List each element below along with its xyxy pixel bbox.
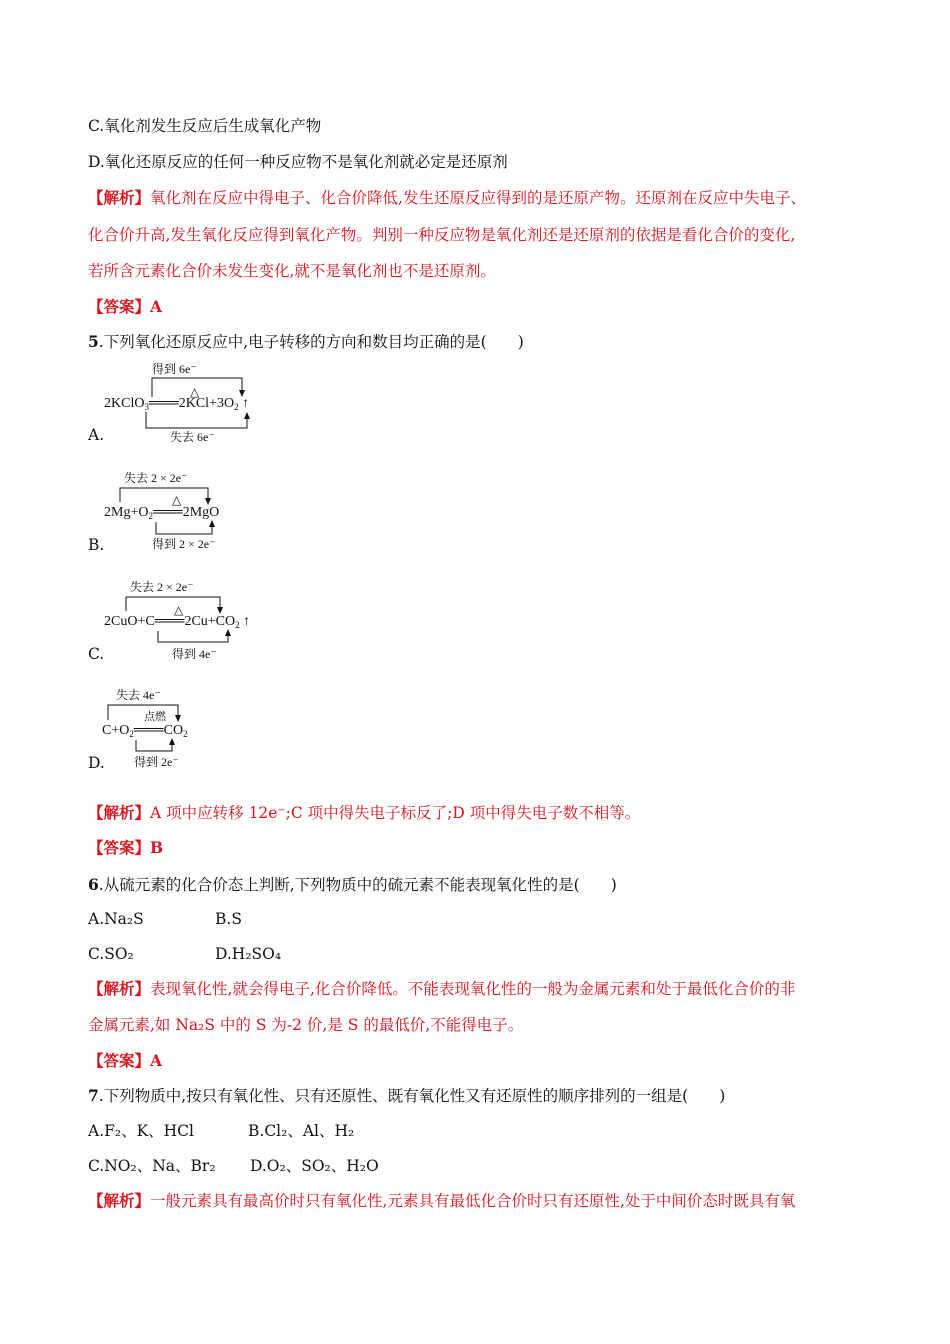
- analysis-line: [88, 979, 795, 999]
- option-label-a: A.: [88, 426, 105, 444]
- question-number: 6: [88, 875, 99, 894]
- answer-line: [88, 838, 163, 858]
- question-text: .下列氧化还原反应中,电子转移的方向和数目均正确的是( ): [98, 333, 524, 351]
- analysis-line: 化合价升高,发生氧化反应得到氧化产物。判别一种反应物是氧化剂还是还原剂的依据是看化合价的变化,: [88, 226, 796, 244]
- question-stem: [88, 1086, 725, 1106]
- diagram-a: [100, 360, 300, 446]
- option-label-d: D.: [88, 754, 105, 772]
- option-label-b: B.: [88, 536, 105, 554]
- answer-value: A: [150, 297, 163, 316]
- answer-tag: 【答案】: [88, 838, 151, 857]
- options-row: [88, 1121, 588, 1141]
- answer-tag: 【答案】: [88, 1051, 151, 1070]
- question-stem: [88, 875, 617, 895]
- option-d: D.氧化还原反应的任何一种反应物不是氧化剂就必定是还原剂: [88, 153, 508, 171]
- options-row: [88, 909, 488, 929]
- options-row: [88, 944, 488, 964]
- analysis-line: [88, 1191, 795, 1211]
- diagram-d: [100, 684, 300, 770]
- option-a: A.Na₂S: [88, 910, 144, 928]
- options-row: [88, 1156, 588, 1176]
- option-d: D.H₂SO₄: [215, 945, 282, 963]
- option-c: C.氧化剂发生反应后生成氧化产物: [88, 117, 322, 135]
- analysis-line: 若所含元素化合价未发生变化,就不是氧化剂也不是还原剂。: [88, 262, 496, 280]
- question-text: .下列物质中,按只有氧化性、只有还原性、既有氧化性又有还原性的顺序排列的一组是( ): [98, 1087, 726, 1105]
- analysis-tag: 【解析】: [88, 1191, 151, 1210]
- diagram-b-bottom-label: 得到 2 × 2e⁻: [152, 537, 216, 551]
- analysis-tag: 【解析】: [88, 803, 151, 822]
- diagram-d-bottom-label: 得到 2e⁻: [134, 755, 179, 769]
- diagram-a-bottom-label: 失去 6e⁻: [170, 430, 215, 444]
- option-b: B.Cl₂、Al、H₂: [248, 1122, 355, 1140]
- question-text: .从硫元素的化合价态上判断,下列物质中的硫元素不能表现氧化性的是( ): [98, 876, 617, 894]
- analysis-text: 一般元素具有最高价时只有氧化性,元素具有最低化合价时只有还原性,处于中间价态时既具有氧: [150, 1192, 796, 1210]
- question-stem: [88, 332, 524, 352]
- diagram-a-top-label: 得到 6e⁻: [152, 362, 197, 376]
- option-a: A.F₂、K、HCl: [88, 1122, 195, 1140]
- diagram-c: [100, 576, 300, 662]
- question-number: 5: [88, 332, 99, 351]
- diagram-c-condition: △: [174, 603, 184, 617]
- analysis-tag: 【解析】: [88, 188, 151, 207]
- diagram-b-condition: △: [172, 493, 182, 507]
- answer-line: [88, 297, 162, 317]
- option-b: B.S: [215, 910, 242, 928]
- diagram-c-equation: $2CuO+C═══2Cu+CO_2$ ↑: [104, 614, 251, 630]
- diagram-c-bottom-label: 得到 4e⁻: [172, 647, 217, 661]
- diagram-b-top-label: 失去 2 × 2e⁻: [124, 471, 188, 485]
- answer-value: A: [150, 1051, 163, 1070]
- option-c: C.SO₂: [88, 945, 134, 963]
- analysis-text: 表现氧化性,就会得电子,化合价降低。不能表现氧化性的一般为金属元素和处于最低化合价的非: [150, 980, 796, 998]
- diagram-d-equation: $C+O_2═══CO_2$: [102, 723, 188, 739]
- option-d: D.O₂、SO₂、H₂O: [250, 1157, 379, 1175]
- diagram-b-equation: $2Mg+O_2═══2MgO$: [104, 505, 220, 521]
- diagram-b: [100, 468, 300, 554]
- diagram-d-condition: 点燃: [144, 711, 166, 723]
- option-label-c: C.: [88, 645, 105, 663]
- analysis-tag: 【解析】: [88, 979, 151, 998]
- analysis-line: [88, 803, 640, 823]
- analysis-line: 金属元素,如 Na₂S 中的 S 为-2 价,是 S 的最低价,不能得电子。: [88, 1016, 524, 1034]
- analysis-text: 氧化剂在反应中得电子、化合价降低,发生还原反应得到的是还原产物。还原剂在反应中失电子、: [150, 189, 806, 207]
- diagram-d-top-label: 失去 4e⁻: [116, 688, 161, 702]
- answer-line: [88, 1051, 162, 1071]
- analysis-line: [88, 188, 806, 208]
- diagram-a-equation: $2KClO_3═══2KCl+3O_2$ ↑: [104, 396, 250, 412]
- analysis-text: A 项中应转移 12e⁻;C 项中得失电子标反了;D 项中得失电子数不相等。: [150, 804, 641, 822]
- diagram-c-top-label: 失去 2 × 2e⁻: [130, 580, 194, 594]
- answer-value: B: [150, 838, 164, 857]
- option-c: C.NO₂、Na、Br₂: [88, 1157, 216, 1175]
- answer-tag: 【答案】: [88, 297, 151, 316]
- diagram-a-condition: △: [190, 385, 200, 399]
- question-number: 7: [88, 1086, 99, 1105]
